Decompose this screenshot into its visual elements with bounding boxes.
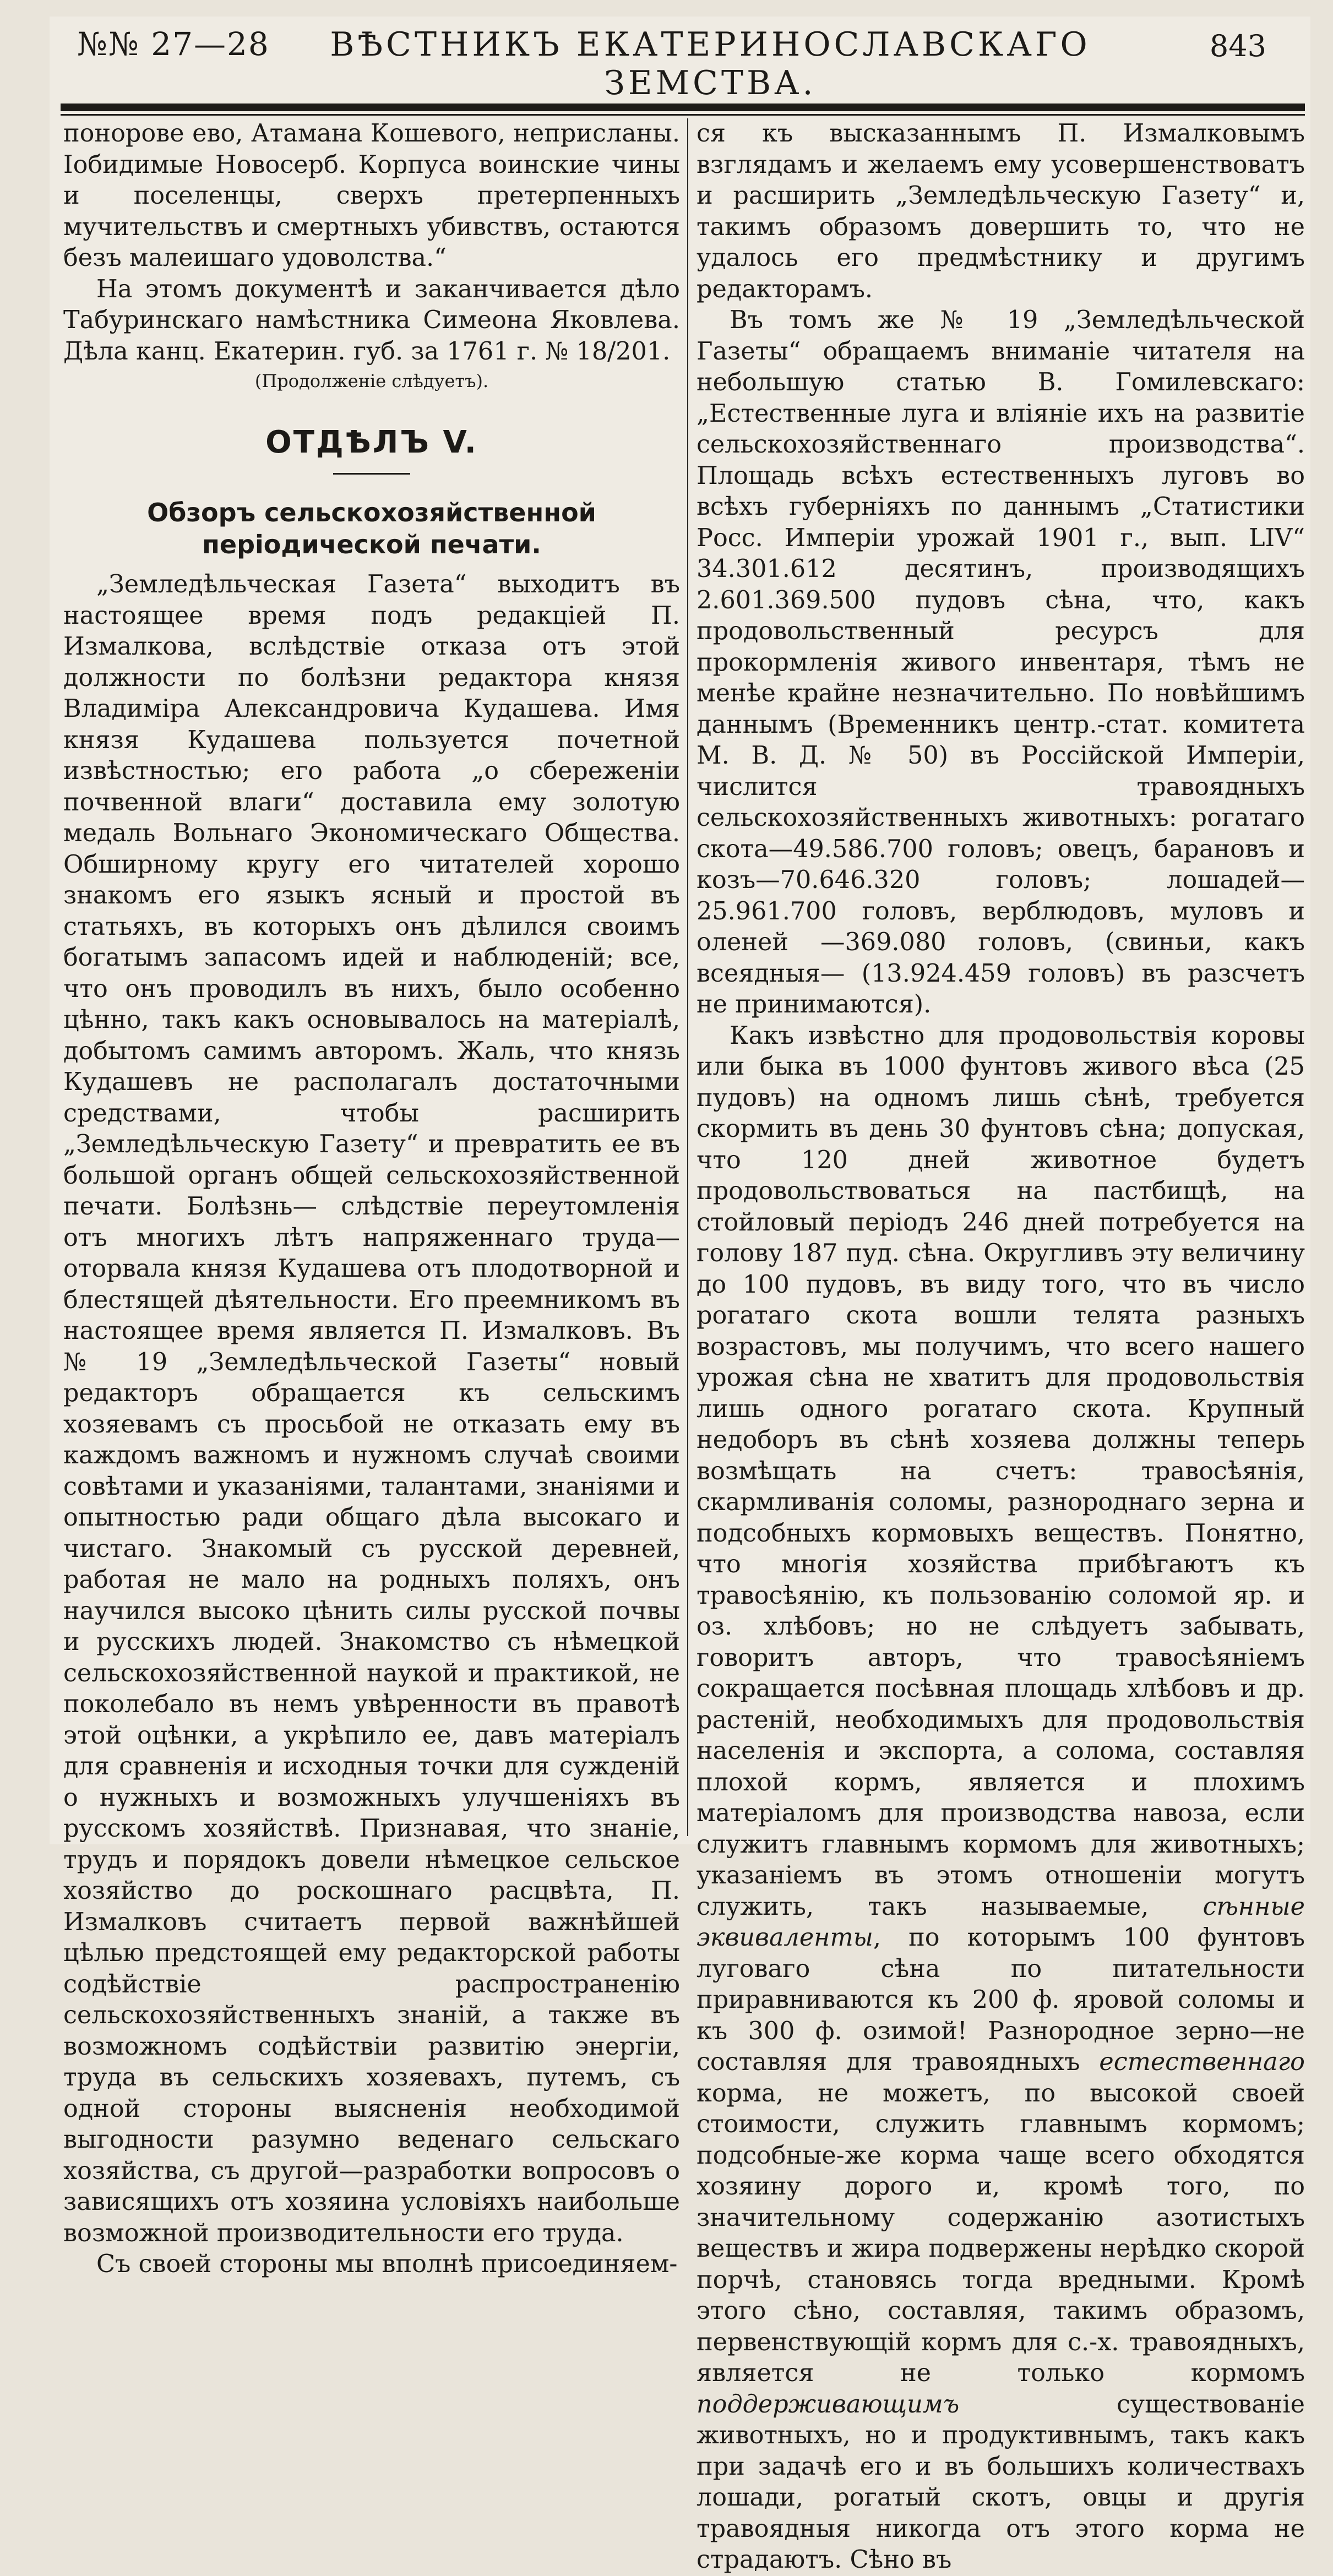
left-paragraph-1: понорове ево, Атамана Кошевого, неприсланы. Iобидимые Новосерб. Корпуса воинские чины и поселенцы, сверхъ претерпенныхъ мучительствъ и смертныхъ убивствъ, остаются безъ малеишаго удоволства.“	[63, 119, 680, 272]
right-column	[697, 118, 1305, 2576]
p3-text-c: корма, не можетъ, по высокой своей стоимости, служить главнымъ кормомъ; подсобные-же корма чаще всего обходятся хозяину дорого и, кромѣ того, по значительному содержанію азотистыхъ веществъ и жира подвержены нерѣдко скорой порчѣ, становясь тогда вредными. Кромѣ этого сѣно, составляя, такимъ образомъ, первенствующій кормъ для с.-х. травоядныхъ, является не только кормомъ	[697, 2079, 1305, 2387]
p3-italic-1: сѣнные эквиваленты	[697, 1892, 1305, 1952]
left-paragraph-3: „Земледѣльческая Газета“ выходитъ въ настоящее время подъ редакціей П. Измалкова, вслѣдствіе отказа отъ этой должности по болѣзни редактора князя Владиміра Александровича Кудашева. Имя князя Кудашева пользуется почетной извѣстностью; его работа „о сбереженіи почвенной влаги“ доставила ему золотую медаль Вольнаго Экономическаго Общества. Обширному кругу его читателей хорошо знакомъ его языкъ ясный и простой въ статьяхъ, въ которыхъ онъ дѣлился своимъ богатымъ запасомъ идей и наблюденій; все, что онъ проводилъ въ нихъ, было особенно цѣнно, такъ какъ основывалось на матеріалѣ, добытомъ самимъ авторомъ. Жаль, что князь Кудашевъ не располагалъ достаточными средствами, чтобы расширить „Земледѣльческую Газету“ и превратить ее въ большой органъ общей сельскохозяйственной печати. Болѣзнь— слѣдствіе переутомленія отъ многихъ лѣтъ напряженнаго труда—оторвала князя Кудашева отъ плодотворной и блестящей дѣятельности. Его преемникомъ въ настоящее время является П. Измалковъ. Въ № 19 „Земледѣльческой Газеты“ новый редакторъ обращается къ сельскимъ хозяевамъ съ просьбой не отказать ему въ каждомъ важномъ и нужномъ случаѣ своими совѣтами и указаніями, талантами, знаніями и опытностью ради общаго дѣла высокаго и чистаго. Знакомый съ русской деревней, работая не мало на родныхъ поляхъ, онъ научился высоко цѣнить силы русской почвы и русскихъ людей. Знакомство съ нѣмецкой сельскохозяйственной наукой и практикой, не поколебало въ немъ увѣренности въ правотѣ этой оцѣнки, а укрѣпило ее, давъ матеріалъ для сравненія и исходныя точки для сужденій о нужныхъ и возможныхъ улучшеніяхъ въ русскомъ хозяйствѣ. Признавая, что знаніе, трудъ и порядокъ довели нѣмецкое сельское хозяйство до роскошнаго расцвѣта, П. Измалковъ считаетъ первой важнѣйшей цѣлью предстоящей ему редакторской работы содѣйствіе распространенію сельскохозяйственныхъ знаній, а также въ возможномъ содѣйствіи развитію энергіи, труда въ сельскихъ хозяевахъ, путемъ, съ одной стороны выясненія необходимой выгодности разумно веденаго сельскаго хозяйства, съ другой—разработки вопросовъ о зависящихъ отъ хозяина условіяхъ наибольше возможной производительности его труда.	[63, 570, 680, 2247]
header-rule-thin	[61, 114, 1305, 116]
right-paragraph-3	[697, 1021, 1305, 2576]
right-paragraph-1: ся къ высказаннымъ П. Измалковымъ взглядамъ и желаемъ ему усовершенствоватъ и расширить „Земледѣльческую Газету“ и, такимъ образомъ довершить то, что не удалось его предмѣстнику и другимъ редакторамъ.	[697, 119, 1305, 303]
p3-text-a: Какъ извѣстно для продовольствія коровы или быка въ 1000 фунтовъ живого вѣса (25 пудовъ) на одномъ лишь сѣнѣ, требуется скормить въ день 30 фунтовъ сѣна; допуская, что 120 дней животное будетъ продовольствоваться на пастбищѣ, на стойловый періодъ 246 дней потребуется на голову 187 пуд. сѣна. Округливъ эту величину до 100 пудовъ, въ виду того, что въ число рогатаго скота вошли телята разныхъ возрастовъ, мы получимъ, что всего нашего урожая сѣна не хватитъ для продовольствія лишь одного рогатаго скота. Крупный недоборъ въ сѣнѣ хозяева должны теперь возмѣщать на счетъ: травосѣянія, скармливанія соломы, разнороднаго зерна и подсобныхъ кормовыхъ веществъ. Понятно, что многія хозяйства прибѣгаютъ къ травосѣянію, къ пользованію соломой яр. и оз. хлѣбовъ; но не слѣдуетъ забывать, говоритъ авторъ, что травосѣяніемъ сокращается посѣвная площадь хлѣбовъ и др. растеній, необходимыхъ для продовольствія населенія и экспорта, а солома, составляя плохой кормъ, является и плохимъ матеріаломъ для производства навоза, если служитъ главнымъ кормомъ для животныхъ; указаніемъ въ этомъ отношеніи могутъ служить, такъ называемые,	[697, 1021, 1305, 1921]
left-column	[63, 118, 680, 2280]
issue-number: №№ 27—28	[77, 25, 270, 63]
header-rule-thick	[61, 104, 1305, 111]
running-header	[39, 10, 1266, 102]
column-divider	[687, 118, 688, 1836]
right-paragraph-2: Въ томъ же № 19 „Земледѣльческой Газеты“ обращаемъ вниманіе читателя на небольшую статью В. Гомилевскаго: „Естественные луга и вліяніе ихъ на развитіе сельскохозяйственнаго производства“. Площадь всѣхъ естественныхъ луговъ во всѣхъ губерніяхъ по даннымъ „Статистики Росс. Имперіи урожай 1901 г., вып. LIV“ 34.301.612 десятинъ, производящихъ 2.601.369.500 пудовъ сѣна, что, какъ продовольственный ресурсъ для прокормленія живого инвентаря, тѣмъ не менѣе крайне незначительно. По новѣйшимъ даннымъ (Временникъ центр.-стат. комитета М. В. Д. № 50) въ Россійской Имперіи, числится травоядныхъ сельскохозяйственныхъ животныхъ: рогатаго скота—49.586.700 головъ; овецъ, барановъ и козъ—70.646.320 головъ; лошадей— 25.961.700 головъ, верблюдовъ, муловъ и оленей —369.080 головъ, (свиньи, какъ всеядныя— (13.924.459 головъ) въ разсчетъ не принимаются).	[697, 306, 1305, 1019]
section-rule	[333, 473, 410, 475]
article-title: Обзоръ сельскохозяйственной періодической печати.	[147, 498, 596, 559]
left-paragraph-2: На этомъ документѣ и заканчивается дѣло Табуринскаго намѣстника Симеона Яковлева. Дѣла канц. Екатерин. губ. за 1761 г. № 18/201.	[63, 275, 680, 366]
journal-title: ВѢСТНИКЪ ЕКАТЕРИНОСЛАВСКАГО ЗЕМСТВА.	[330, 25, 1091, 102]
p3-italic-3: поддерживающимъ	[697, 2390, 960, 2419]
p3-text-d: существованіе животныхъ, но и продуктивнымъ, такъ какъ при задачѣ его и въ большихъ количествахъ лошади, рогатый скотъ, овцы и другія травоядныя никогда отъ этого корма не страдаютъ. Сѣно въ	[697, 2390, 1305, 2574]
continuation-note: (Продолженіе слѣдуетъ).	[254, 371, 489, 391]
section-heading: ОТДѢЛЪ V.	[265, 424, 478, 460]
page-number: 843	[1209, 29, 1266, 63]
left-paragraph-4: Съ своей стороны мы вполнѣ присоединяем-	[96, 2250, 678, 2278]
p3-italic-2: естественнаго	[1099, 2048, 1305, 2076]
p3-text-b: , по которымъ 100 фунтовъ луговаго сѣна по питательности приравниваются къ 200 ф. яровой соломы и къ 300 ф. озимой! Разнородное зерно—не составляя для травоядныхъ	[697, 1924, 1305, 2076]
